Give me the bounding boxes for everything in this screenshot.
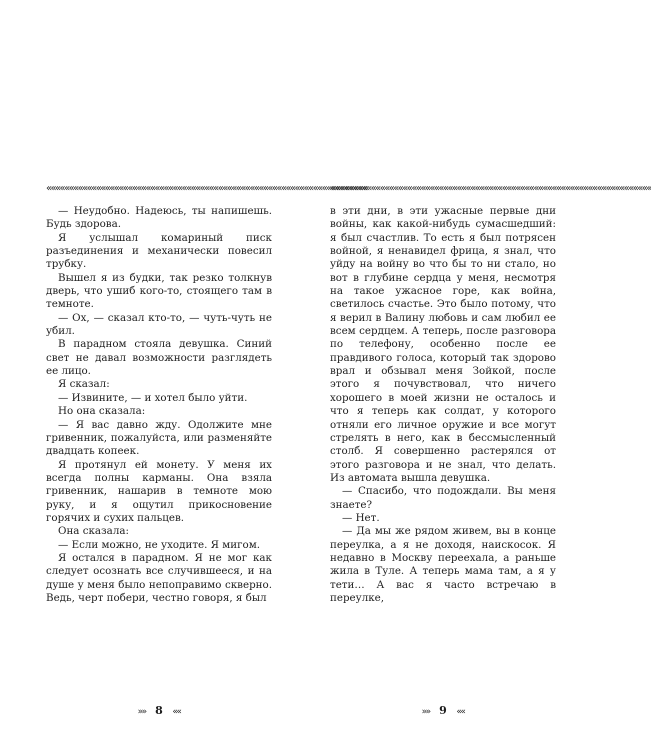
paragraph: — Я вас давно жду. Одолжите мне гривенник, пожалуйста, или разменяйте двадцать копеек. [46, 418, 272, 458]
paragraph: Вышел я из будки, так резко толкнув дверь, что ушиб кого-то, стоящего там в темноте. [46, 271, 272, 311]
paragraph: Я сказал: [58, 378, 110, 391]
right-page-text [330, 205, 556, 605]
paragraph: в эти дни, в эти ужасные первые дни войны, как какой-нибудь сумасшедший: я был счастлив. То есть я был потрясен войной, я ненавидел фрица, я знал, что уйду на войну во что бы то ни стало, но вот в глубине сердца у меня, несмотря на такое ужасное горе, как война, светилось счастье. Это было потому, что я верил в Валину любовь и сам любил ее всем сердцем. А теперь, после разговора по телефону, особенно после ее правдивого голоса, который так здорово врал и обзывал меня Зойкой, после этого я почувствовал, что ничего хорошего в моей жизни не осталось и что я теперь как солдат, у которого отняли его личное оружие и все могут стрелять в него, как в бессмысленный столб. Я совершенно растерялся от этого разговора и не знал, что делать. Из автомата вышла девушка. [330, 205, 556, 484]
paragraph: — Ох, — сказал кто-то, — чуть-чуть не убил. [46, 311, 272, 338]
paragraph: В парадном стояла девушка. Синий свет не давал возможности разглядеть ее лицо. [46, 338, 272, 378]
paragraph: — Неудобно. Надеюсь, ты напишешь. Будь здорова. [46, 205, 272, 231]
paragraph: — Извините, — и хотел было уйти. [58, 391, 248, 404]
page-number: 9 [439, 704, 447, 717]
folio-ornament-right: «« [172, 707, 181, 717]
folio-ornament-left: »» [137, 707, 146, 717]
folio-ornament-left: »» [421, 707, 430, 717]
paragraph: Я услышал комариный писк разъединения и механически повесил трубку. [46, 231, 272, 271]
paragraph: Я протянул ей монету. У меня их всегда полны карманы. Она взяла гривенник, нашарив в темноте мою руку, и я ощутил прикосновение горячих и сухих пальцев. [46, 458, 272, 524]
folio-ornament-right: «« [456, 707, 465, 717]
paragraph: — Да мы же рядом живем, вы в конце переулка, а я не доходя, наискосок. Я недавно в Москву переехала, а раньше жила в Туле. А теперь мама там, а я у тети… А вас я часто встречаю в переулке, [330, 525, 556, 604]
left-page-text [46, 205, 272, 605]
page-folio [46, 704, 272, 719]
paragraph: — Спасибо, что подождали. Вы меня знаете? [330, 485, 556, 511]
page-number: 8 [155, 704, 163, 717]
right-page [300, 0, 651, 750]
paragraph: Она сказала: [58, 525, 129, 538]
paragraph: — Если можно, не уходите. Я мигом. [58, 538, 260, 551]
header-ornament: ««««««««««««««««««««««««««««««««««««««««««««««««««««««««««««««««««««««« [330, 183, 651, 194]
page-folio [330, 704, 556, 719]
paragraph: Но она сказала: [58, 405, 146, 418]
paragraph: Я остался в парадном. Я не мог как следует осознать все случившееся, и на душе у меня было непоправимо скверно. Ведь, черт побери, честно говоря, я был [46, 551, 272, 604]
paragraph: — Нет. [342, 511, 380, 524]
header-ornament: ««««««««««««««««««««««««««««««««««««««««««««««««««««««««««««««««««««««« [46, 183, 367, 194]
